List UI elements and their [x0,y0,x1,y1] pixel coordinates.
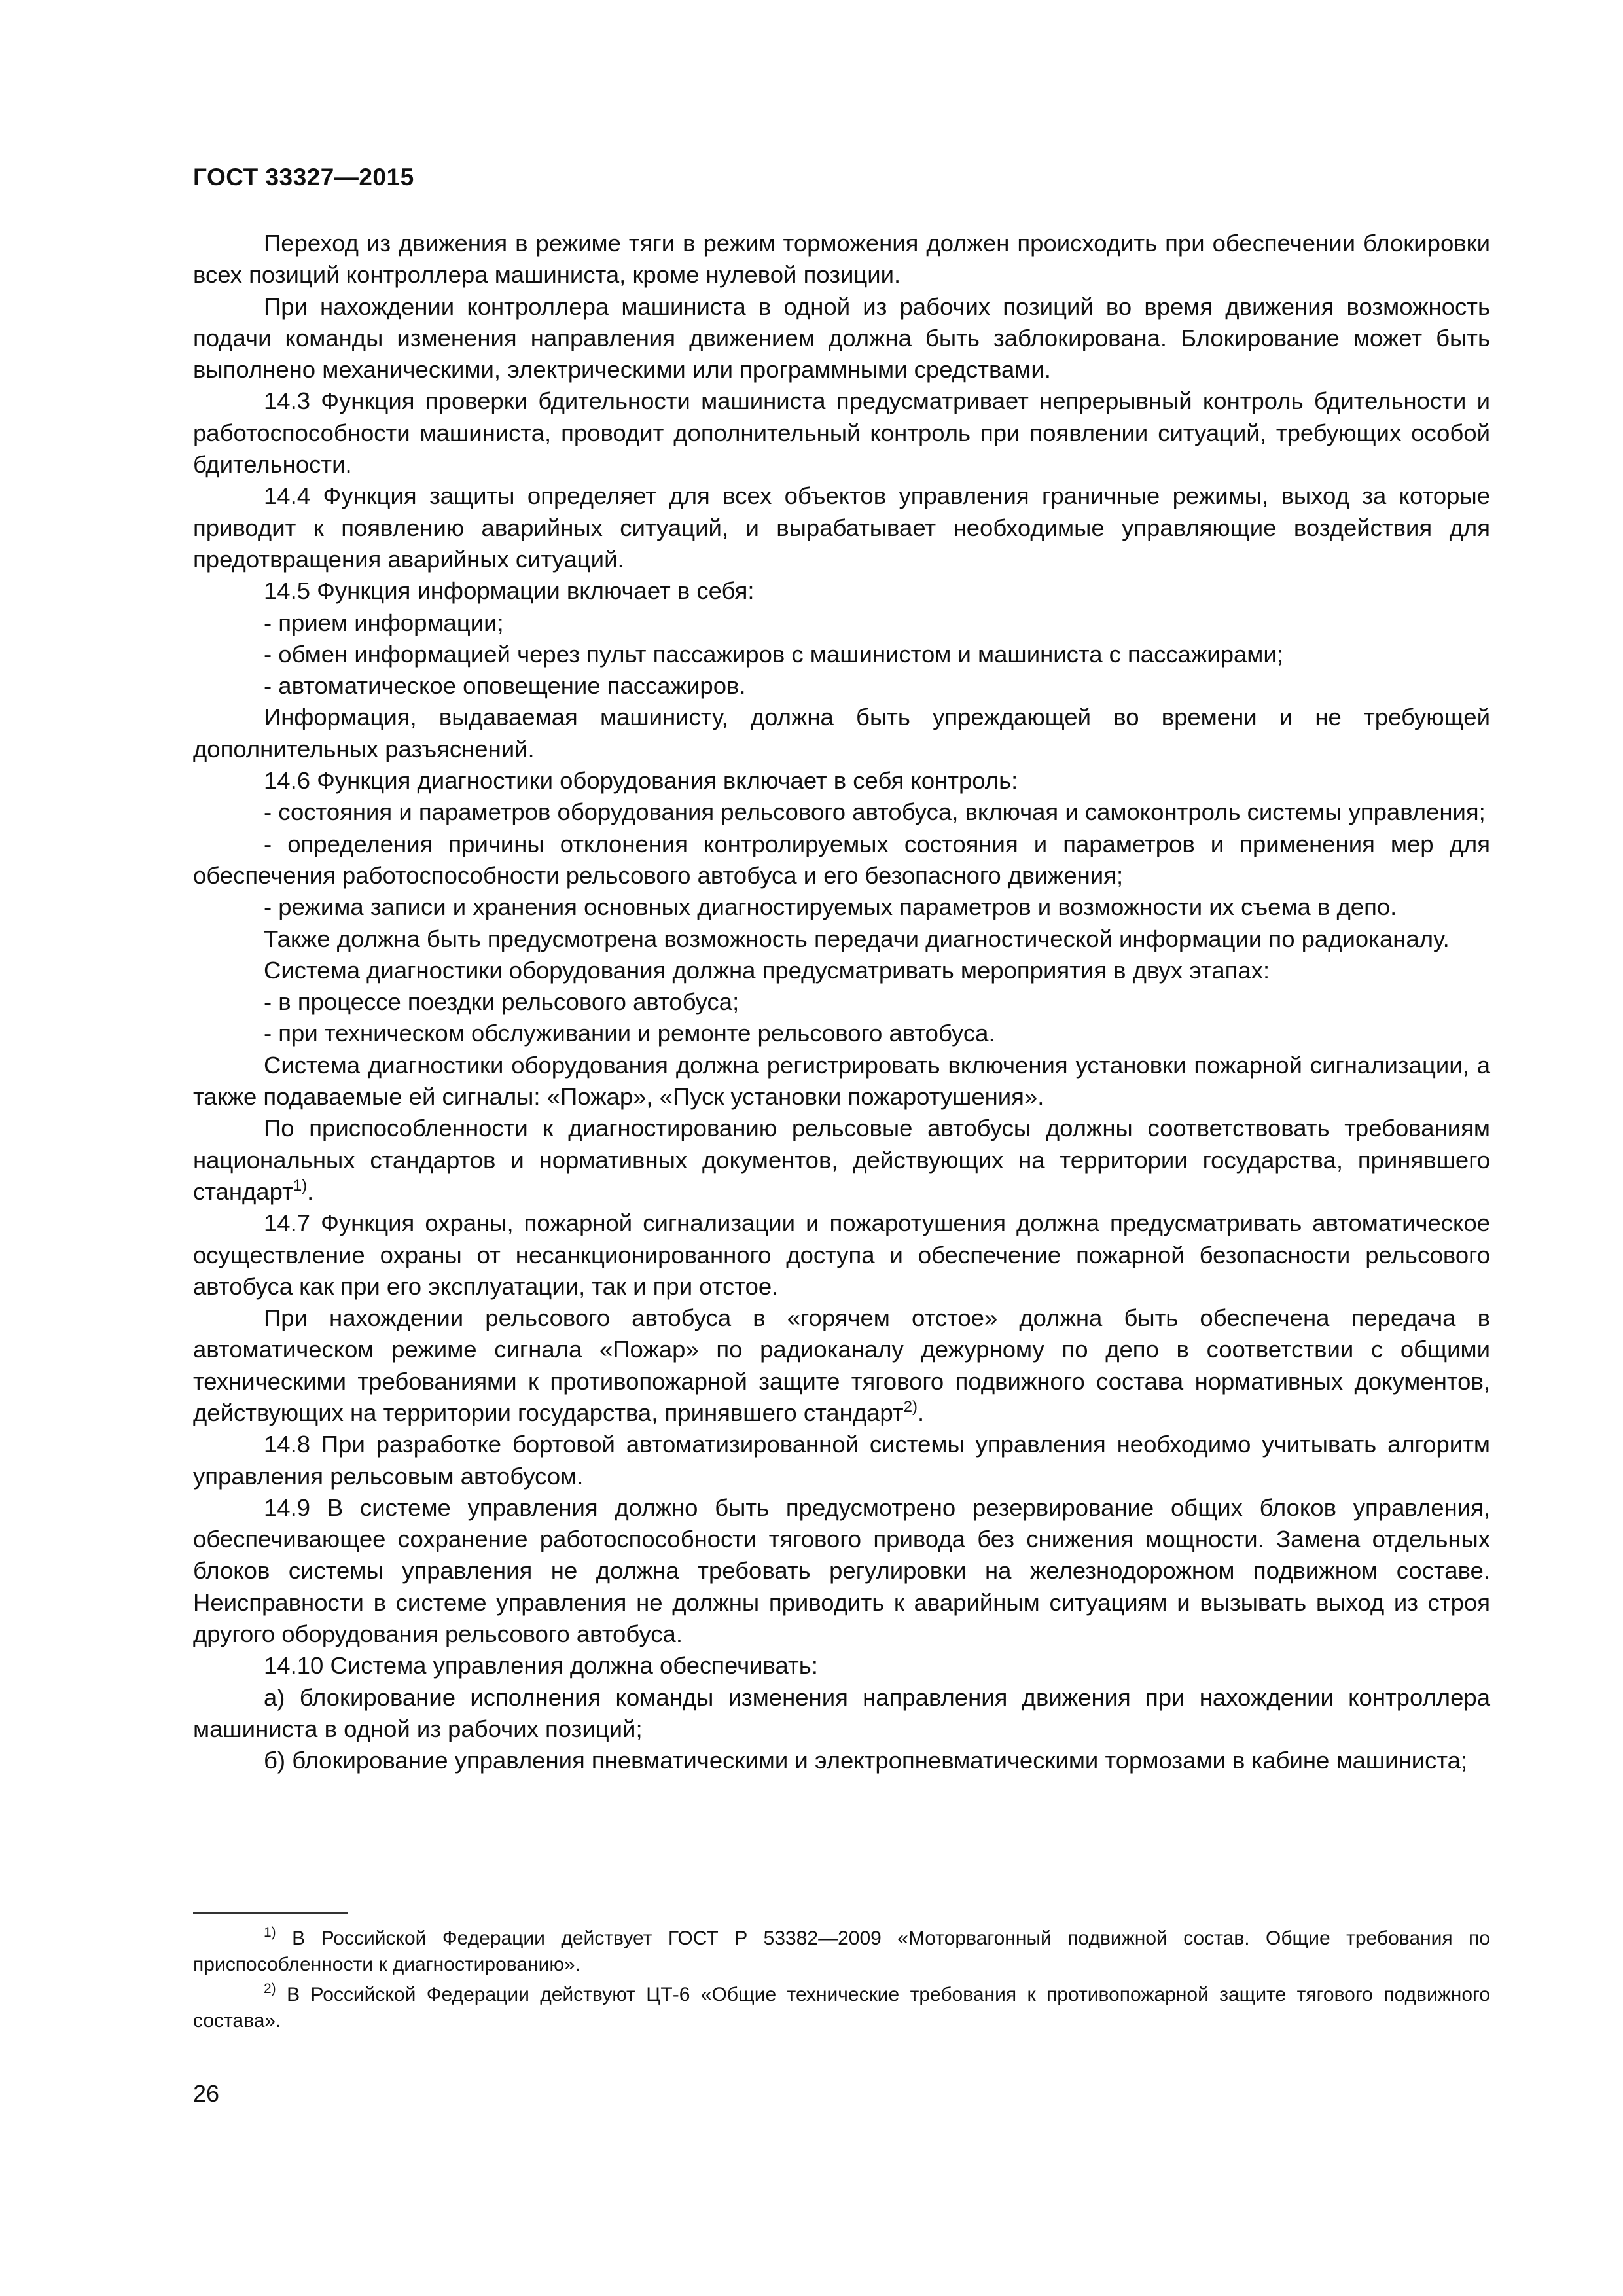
footnote-2 [193,1982,1490,2034]
page-number: 26 [193,2080,220,2107]
footnote-1 [193,1926,1490,1978]
list-item: а) блокирование исполнения команды изменения направления движения при нахождении контроллера машиниста в одной из рабочих позиций; [193,1683,1490,1742]
footnote-ref-1[interactable]: 1) [293,1176,308,1194]
paragraph-end: . [307,1177,314,1205]
paragraph-text: По приспособленности к диагностированию рельсовые автобусы должны соответствовать требованиям национальных стандартов и нормативных документов, действующих на территории государства, принявшего стандарт [193,1115,1490,1205]
page-header: ГОСТ 33327—2015 [193,164,414,190]
footnote-ref-2[interactable]: 2) [903,1397,918,1416]
paragraph-text: При нахождении рельсового автобуса в «горячем отстое» должна быть обеспечена передача в автоматическом режиме сигнала «Пожар» по радиоканалу дежурному по депо в соответствии с общими техническими требованиями к противопожарной защите тягового подвижного состава нормативных документов, действующих на территории государства, принявшего стандарт [193,1304,1490,1426]
paragraph: Информация, выдаваемая машинисту, должна быть упреждающей во времени и не требующей дополнительных разъяснений. [193,704,1490,762]
paragraph [193,1113,1490,1208]
body-text [193,228,1490,1777]
paragraph-end: . [918,1399,925,1426]
paragraph [193,1302,1490,1429]
paragraph: 14.6 Функция диагностики оборудования включает в себя контроль: [264,767,1018,795]
footnotes [193,1926,1490,2038]
paragraph: 14.9 В системе управления должно быть предусмотрено резервирование общих блоков управления, обеспечивающее сохранение работоспособности тягового привода без снижения мощности. Замена отдельных блоков системы управления не должна требовать регулировки на железнодорожном подвижном составе. Неисправности в системе управления не должны приводить к аварийным ситуациям и вызывать выход из строя другого оборудования рельсового автобуса. [193,1494,1490,1648]
footnote-text: В Российской Федерации действует ГОСТ Р 53382—2009 «Моторвагонный подвижной состав. Общие требования по приспособленности к диагностированию». [193,1928,1490,1975]
paragraph: Также должна быть предусмотрена возможность передачи диагностической информации по радиоканалу. [264,925,1450,952]
paragraph: 14.4 Функция защиты определяет для всех объектов управления граничные режимы, выход за которые приводит к появлению аварийных ситуаций, и вырабатывает необходимые управляющие воздействия для предотвращения аварийных ситуаций. [193,482,1490,573]
paragraph: Система диагностики оборудования должна регистрировать включения установки пожарной сигнализации, а также подаваемые ей сигналы: «Пожар», «Пуск установки пожаротушения». [193,1051,1490,1111]
footnote-mark: 1) [264,1925,276,1940]
list-item: - обмен информацией через пульт пассажиров с машинистом и машиниста с пассажирами; [264,640,1283,668]
footnote-divider [193,1912,348,1914]
list-item: - состояния и параметров оборудования рельсового автобуса, включая и самоконтроль системы управления; [264,798,1486,826]
list-item: - определения причины отклонения контролируемых состояния и параметров и применения мер для обеспечения работоспособности рельсового автобуса и его безопасного движения; [193,830,1490,889]
paragraph: При нахождении контроллера машиниста в одной из рабочих позиций во время движения возможность подачи команды изменения направления движением должна быть заблокирована. Блокирование может быть выполнено механическими, электрическими или программными средствами. [193,293,1490,384]
list-item: б) блокирование управления пневматическими и электропневматическими тормозами в кабине машиниста; [264,1747,1468,1774]
footnote-text: В Российской Федерации действуют ЦТ-6 «Общие технические требования к противопожарной защите тягового подвижного состава». [193,1984,1490,2032]
paragraph: 14.8 При разработке бортовой автоматизированной системы управления необходимо учитывать алгоритм управления рельсовым автобусом. [193,1431,1490,1490]
paragraph: 14.7 Функция охраны, пожарной сигнализации и пожаротушения должна предусматривать автоматическое осуществление охраны от несанкционированного доступа и обеспечение пожарной безопасности рельсового автобуса как при его эксплуатации, так и при отстое. [193,1210,1490,1300]
paragraph: 14.10 Система управления должна обеспечивать: [264,1652,818,1679]
list-item: - прием информации; [264,609,504,636]
paragraph: Переход из движения в режиме тяги в режим торможения должен происходить при обеспечении блокировки всех позиций контроллера машиниста, кроме нулевой позиции. [193,230,1490,289]
list-item: - режима записи и хранения основных диагностируемых параметров и возможности их съема в депо. [264,893,1397,921]
list-item: - автоматическое оповещение пассажиров. [264,672,746,700]
footnote-mark: 2) [264,1981,276,1996]
paragraph: Система диагностики оборудования должна предусматривать мероприятия в двух этапах: [264,956,1270,984]
paragraph: 14.3 Функция проверки бдительности машиниста предусматривает непрерывный контроль бдительности и работоспособности машиниста, проводит дополнительный контроль при появлении ситуаций, требующих особой бдительности. [193,387,1490,478]
paragraph: 14.5 Функция информации включает в себя: [264,577,755,605]
list-item: - в процессе поездки рельсового автобуса; [264,988,740,1016]
list-item: - при техническом обслуживании и ремонте рельсового автобуса. [264,1020,995,1047]
